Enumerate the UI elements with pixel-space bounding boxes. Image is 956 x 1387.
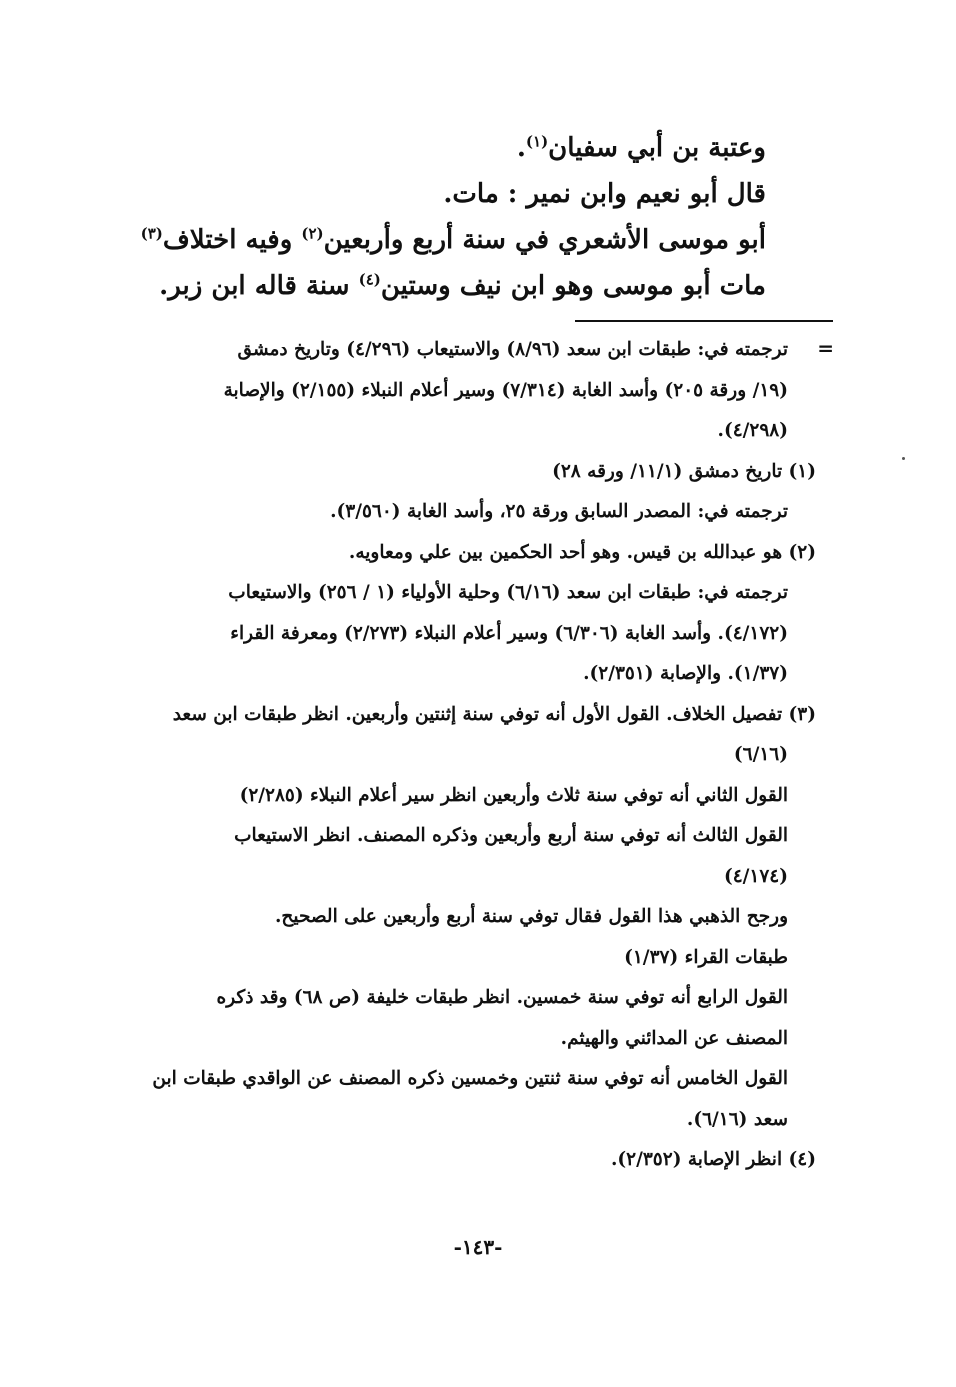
main-line	[126, 263, 766, 309]
footnote-line: ترجمته في: المصدر السابق ورقة ٢٥، وأسد الغابة (٣/٥٦٠).	[330, 501, 788, 522]
main-line-text: وعتبة بن أبي سفيان	[548, 133, 766, 163]
footnote-ref: (٤)	[358, 270, 381, 289]
footnote-line: المصنف عن المدائني والهيثم.	[560, 1027, 788, 1049]
stray-dot	[902, 457, 905, 460]
footnote-line: طبقات القراء (١/٣٧)	[624, 946, 788, 968]
footnote-line: ورجح الذهبي هذا القول فقال توفي سنة أربع وأربعين على الصحيح.	[274, 906, 788, 927]
page-number: -١٤٣-	[453, 1235, 503, 1259]
main-line-text: .	[516, 133, 526, 163]
main-line	[126, 217, 766, 263]
main-line-text: سنة قاله ابن زبر.	[159, 271, 359, 301]
continuation-marker: =	[817, 336, 834, 360]
main-line-text: وفيه اختلاف	[162, 225, 302, 255]
footnote-line: (٤/١٧٢). وأسد الغابة (٦/٣٠٦) وسير أعلام النبلاء (٢/٢٧٣) ومعرفة القراء	[230, 622, 788, 644]
footnote-ref: (١)	[525, 132, 549, 151]
main-line-text: أبو موسى الأشعري في سنة أربع وأربعين	[323, 225, 766, 255]
footnotes	[140, 330, 816, 1181]
footnote-line: ترجمته في: طبقات ابن سعد (٦/١٦) وحلية الأولياء (١ / ٢٥٦) والاستيعاب	[228, 582, 788, 603]
main-text	[126, 125, 766, 309]
main-line	[126, 171, 766, 217]
main-line-text: قال أبو نعيم وابن نمير : مات.	[443, 179, 766, 209]
footnote-line: (٤/٢٩٨).	[717, 420, 788, 441]
footnote-line: (٣) تفصيل الخلاف. القول الأول أنه توفي سنة إثنتين وأربعين. انظر طبقات ابن سعد	[172, 703, 816, 725]
footnote-line: (٤/١٧٤)	[723, 865, 788, 887]
footnote-line: القول الثالث أنه توفي سنة أربع وأربعين وذكره المصنف. انظر الاستيعاب	[234, 825, 788, 846]
footnote-line: (١) تاريخ دمشق (١١/١/ ورقه ٢٨)	[552, 460, 816, 482]
main-line	[126, 125, 766, 171]
footnote-line: القول الخامس أنه توفي سنة ثنتين وخمسين ذكره المصنف عن الواقدي طبقات ابن	[152, 1068, 788, 1089]
main-line-text: مات أبو موسى وهو ابن نيف وستين	[380, 271, 766, 301]
footnote-line: ترجمته في: طبقات ابن سعد (٨/٩٦) والاستيعاب (٤/٢٩٦) وتاريخ دمشق	[237, 339, 788, 360]
footnote-line: (١/٣٧). والإصابة (٢/٣٥١).	[583, 663, 788, 684]
footnote-line: (٤) انظر الإصابة (٢/٣٥٢).	[610, 1149, 816, 1170]
footnote-ref: (٣)	[140, 224, 163, 243]
footnote-line: (٢) هو عبدالله بن قيس. وهو أحد الحكمين بين علي ومعاويه.	[348, 541, 816, 563]
footnote-line: سعد (٦/١٦).	[686, 1108, 788, 1130]
footnote-line: (٦/١٦)	[733, 744, 788, 765]
footnote-line: (١٩/ ورقة ٢٠٥) وأسد الغابة (٧/٣١٤) وسير أعلام النبلاء (٢/١٥٥) والإصابة	[223, 379, 788, 401]
footnote-separator	[575, 320, 833, 322]
footnote-ref: (٢)	[301, 224, 324, 243]
footnote-line: القول الثاني أنه توفي سنة ثلاث وأربعين انظر سير أعلام النبلاء (٢/٢٨٥)	[239, 784, 788, 806]
footnote-line: القول الرابع أنه توفي سنة خمسين. انظر طبقات خليفة (ص ٦٨) وقد ذكره	[216, 987, 788, 1008]
